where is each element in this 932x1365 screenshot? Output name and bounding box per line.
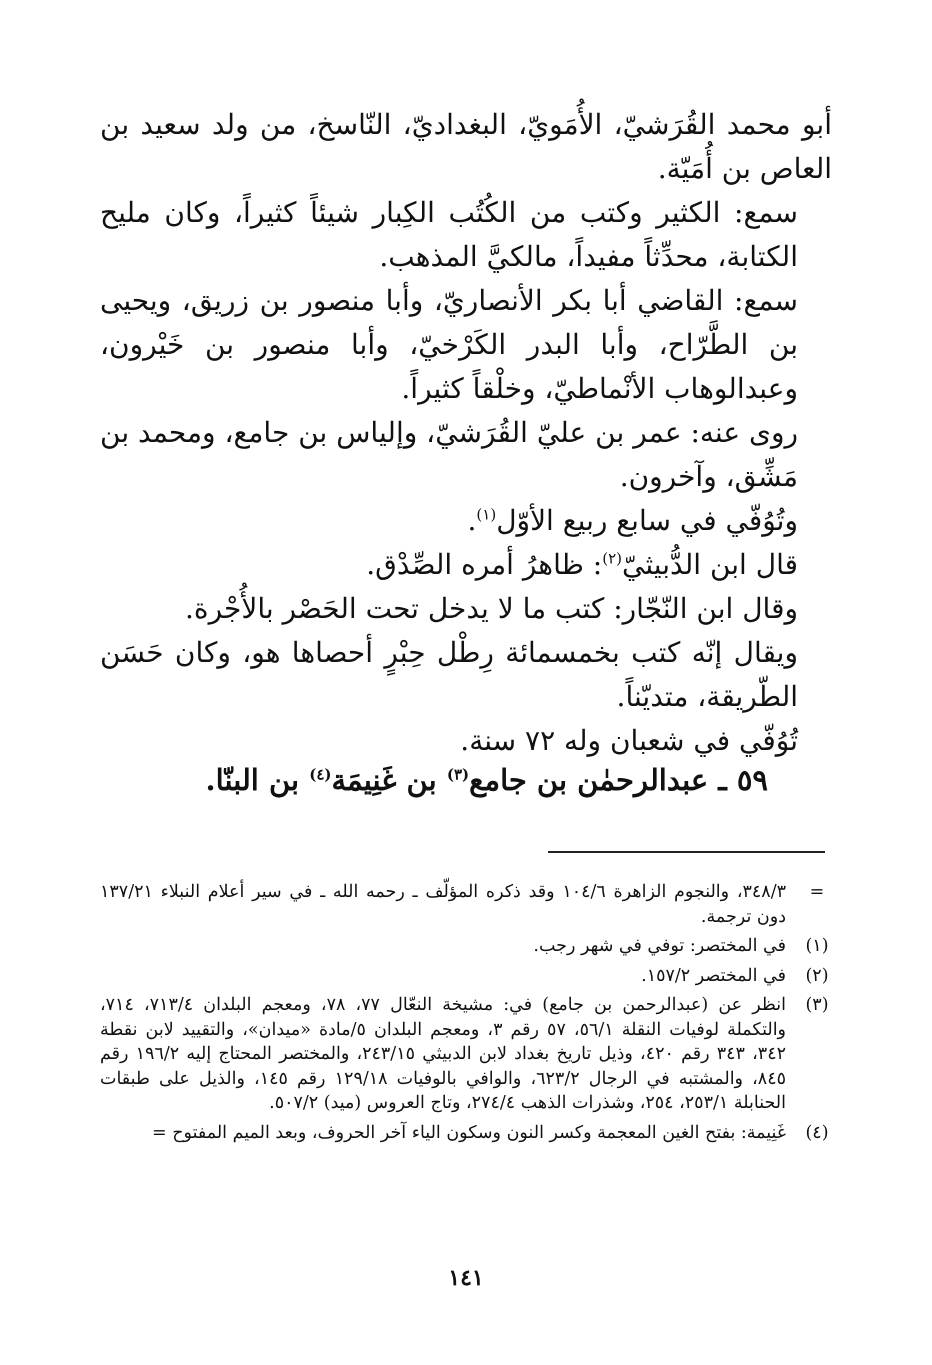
paragraph-4: روى عنه: عمر بن عليّ القُرَشيّ، وإلياس بن جامع، ومحمد بن مَشِّق، وآخرون. [100, 416, 798, 493]
footnote-number: (١) [805, 936, 829, 956]
footnote-1 [100, 934, 836, 959]
entry-number: ٥٩ [736, 763, 768, 797]
footnote-number: (٤) [805, 1122, 829, 1143]
footnotes [100, 880, 836, 1145]
footnote-text: غَنِيمة: بفتح الغين المعجمة وكسر النون وسكون الياء آخر الحروف، وبعد الميم المفتوح = [152, 1122, 786, 1143]
footnote-ref-4[interactable]: (٤) [309, 765, 332, 784]
main-text [100, 103, 832, 763]
footnote-text: في المختصر: توفي في شهر رجب. [533, 936, 786, 956]
footnote-continuation [100, 880, 836, 929]
paragraph-8: ويقال إنّه كتب بخمسمائة رِطْل حِبْرٍ أحصاها هو، وكان حَسَن الطّريقة، متديّناً. [100, 636, 798, 713]
footnote-2 [100, 964, 836, 989]
paragraph-7: وقال ابن النّجّار: كتب ما لا يدخل تحت الحَصْر بالأُجْرة. [185, 592, 798, 625]
footnote-4 [100, 1121, 836, 1146]
entry-heading [100, 755, 768, 805]
entry-name-b: بن غَنِيمَة [331, 763, 437, 797]
paragraph-5-text: وتُوُفّي في سابع ربيع الأوّل [496, 504, 798, 537]
entry-name-c: بن البنّا. [205, 763, 300, 797]
footnote-ref-2[interactable]: (٢) [602, 549, 623, 568]
paragraph-3: سمع: القاضي أبا بكر الأنصاريّ، وأبا منصور بن زريق، ويحيى بن الطَّرّاح، وأبا البدر الكَرْخيّ، وأبا منصور بن خَيْرون، وعبدالوهاب الأنْماطيّ، وخلْقاً كثيراً. [100, 284, 798, 405]
continuation-mark: = [809, 882, 825, 902]
paragraph-6-text-a: قال ابن الدُّبيثيّ [622, 548, 798, 581]
paragraph-6 [100, 543, 832, 587]
footnote-number: (٢) [805, 965, 829, 986]
footnote-text: انظر عن (عبدالرحمن بن جامع) في: مشيخة النعّال ٧٧، ٧٨، ومعجم البلدان ٧١٣/٤، ٧١٤، والتكملة لوفيات النقلة ٥٦/١، ٥٧ رقم ٣، ومعجم البلدان ٥/مادة «ميدان»، والتقييد لابن نقطة ٣٤٢، ٣٤٣ رقم ٤٢٠، وذيل تاريخ بغداد لابن الدبيثي ٢٤٣/١٥، والمختصر المحتاج إليه ١٩٦/٢ رقم ٨٤٥، والمشتبه في الرجال ٦٢٣/٢، والوافي بالوفيات ١٢٩/١٨ رقم ١٤٥، والذيل على طبقات الحنابلة ٢٥٣/١، ٢٥٤، وشذرات الذهب ٢٧٤/٤، وتاج العروس (ميد) ٥٠٧/٢. [100, 995, 787, 1113]
footnote-ref-1[interactable]: (١) [476, 505, 497, 524]
entry-dash: ـ [718, 763, 727, 797]
paragraph-6-text-b: : ظاهرُ أمره الصِّدْق. [366, 548, 603, 581]
paragraph-5-end: . [467, 504, 477, 537]
footnote-3 [100, 993, 836, 1116]
footnote-ref-3[interactable]: (٣) [446, 765, 470, 784]
paragraph-1: أبو محمد القُرَشيّ، الأُمَويّ، البغداديّ، النّاسخ، من ولد سعيد بن العاص بن أُمَيّة. [100, 108, 832, 185]
paragraph-2: سمع: الكثير وكتب من الكُتُب الكِبار شيئاً كثيراً، وكان مليح الكتابة، محدِّثاً مفيداً، مالكيَّ المذهب. [100, 196, 798, 273]
paragraph-9: تُوُفّي في شعبان وله ٧٢ سنة. [460, 724, 798, 757]
paragraph-5 [100, 499, 832, 543]
continuation-text: ٣٤٨/٣، والنجوم الزاهرة ١٠٤/٦ وقد ذكره المؤلّف ـ رحمه الله ـ في سير أعلام النبلاء ١٣٧/٢١ دون ترجمة. [100, 882, 786, 927]
footnote-text: في المختصر ١٥٧/٢. [641, 965, 786, 986]
page-number: ١٤١ [448, 1265, 484, 1291]
footnote-number: (٣) [805, 995, 829, 1015]
footnote-separator [548, 851, 825, 853]
entry-name-a: عبدالرحمٰن بن جامع [469, 763, 709, 797]
